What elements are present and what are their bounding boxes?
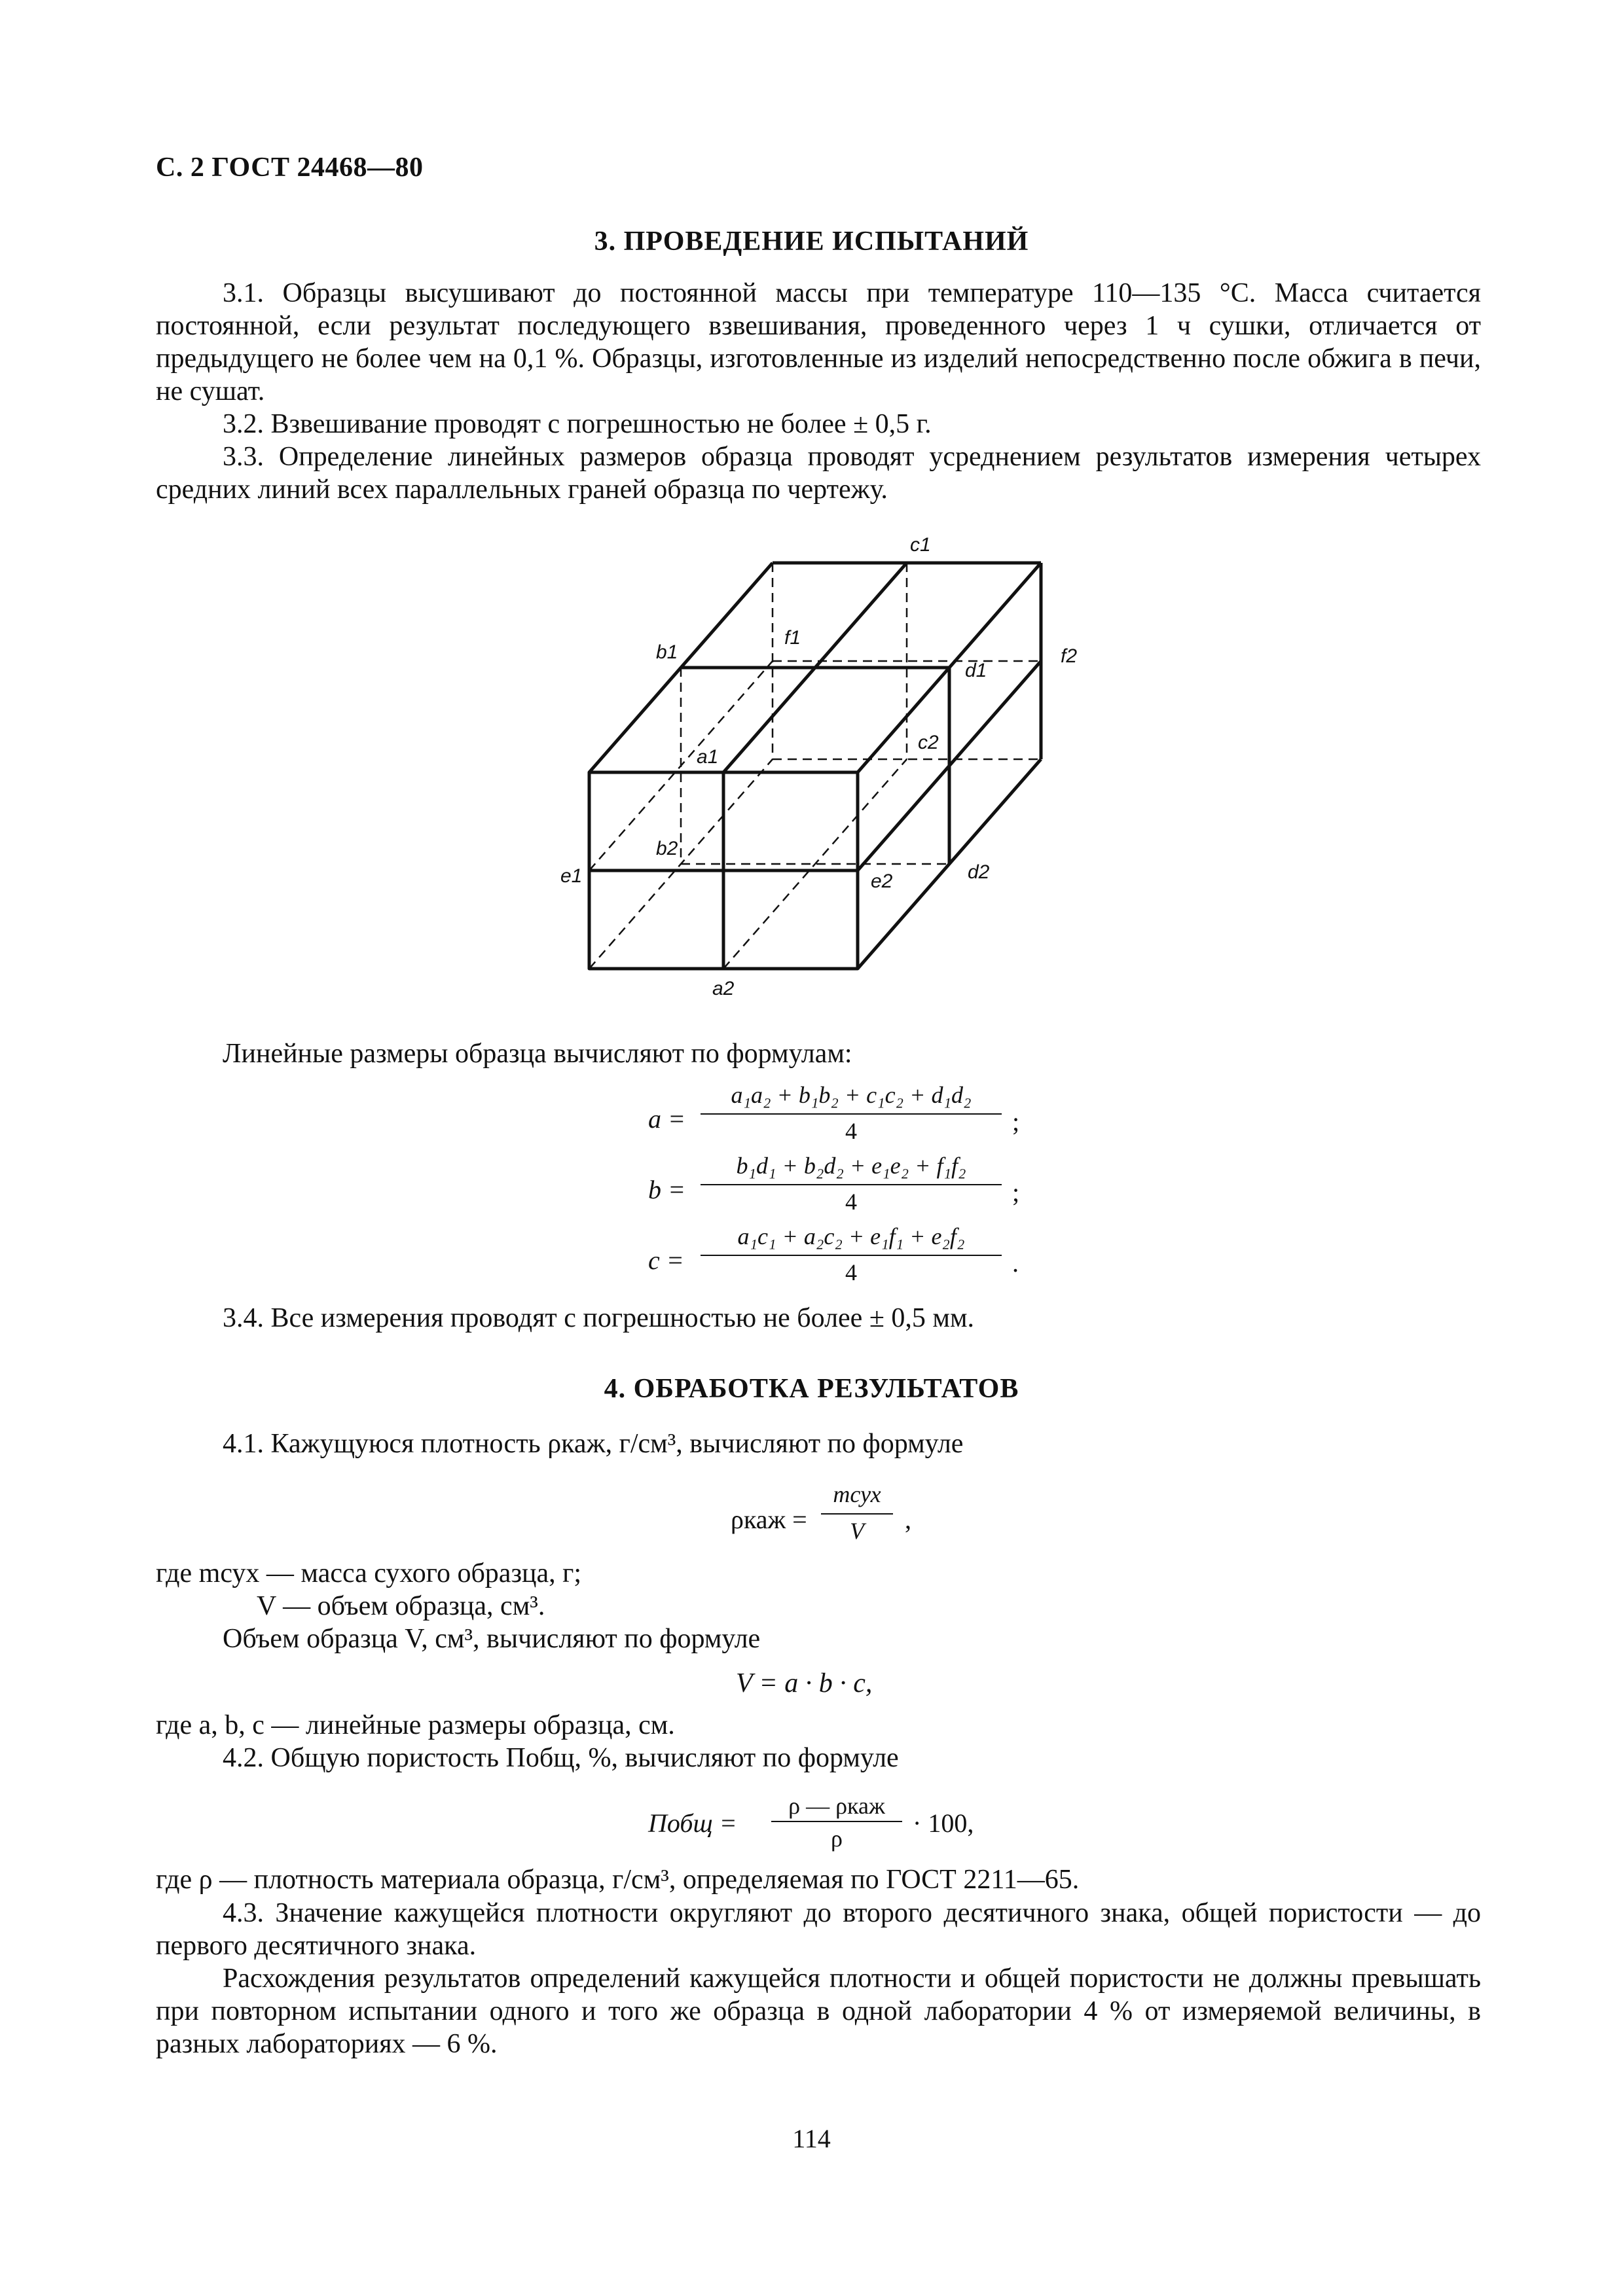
paragraph-3-3: 3.3. Определение линейных размеров образца проводят усреднением результатов измерения четырех средних линий всех параллельных граней образца по чертежу. xyxy=(156,442,1481,505)
porosity-formula-numerator: ρ — ρкаж xyxy=(788,1793,885,1819)
label-f2: f2 xyxy=(1061,645,1078,667)
volume-intro: Объем образца V, см³, вычисляют по формуле xyxy=(223,1624,761,1654)
section-3-title: 3. ПРОВЕДЕНИЕ ИСПЫТАНИЙ xyxy=(594,226,1029,257)
formula-a-bar xyxy=(701,1113,1002,1115)
label-d2: d2 xyxy=(968,861,990,883)
label-c2: c2 xyxy=(918,732,939,753)
formula-b-numerator: b₁d₁ + b₂d₂ + e₁e₂ + f₁f₂ xyxy=(736,1153,966,1179)
paragraph-discrepancy: Расхождения результатов определений кажущейся плотности и общей пористости не должны превышать при повторном испытании одного и того же образца в одной лаборатории 4 % от измеряемой величины, в разных лабораториях — 6 %. xyxy=(156,1964,1481,2059)
formula-c-period: . xyxy=(1012,1248,1019,1278)
section-4-title: 4. ОБРАБОТКА РЕЗУЛЬТАТОВ xyxy=(604,1374,1019,1404)
paragraph-3-4: 3.4. Все измерения проводят с погрешностью не более ± 0,5 мм. xyxy=(223,1303,975,1333)
rho-formula-numerator: mсух xyxy=(833,1481,881,1507)
volume-formula: V = a · b · c, xyxy=(736,1668,873,1698)
rho-formula-lhs: ρкаж = xyxy=(731,1505,807,1534)
label-e1: e1 xyxy=(560,865,583,887)
rho-formula-bar xyxy=(821,1513,893,1515)
rho-formula-comma: , xyxy=(905,1505,911,1534)
rho-formula-denominator: V xyxy=(850,1518,864,1544)
label-b1: b1 xyxy=(656,641,678,663)
where-abc: где a, b, c — линейные размеры образца, см. xyxy=(156,1710,675,1740)
page-number: 114 xyxy=(792,2124,831,2153)
formula-b-semicolon: ; xyxy=(1012,1177,1020,1207)
porosity-formula-denominator: ρ xyxy=(831,1825,843,1852)
paragraph-3-2: 3.2. Взвешивание проводят с погрешностью не более ± 0,5 г. xyxy=(223,409,932,439)
sample-box-diagram xyxy=(524,524,1126,1021)
formula-c-denominator: 4 xyxy=(845,1259,857,1285)
label-f1: f1 xyxy=(784,627,801,649)
paragraph-4-3: 4.3. Значение кажущейся плотности округляют до второго десятичного знака, общей пористости — до первого десятичного знака. xyxy=(156,1898,1481,1961)
label-c1: c1 xyxy=(910,534,931,556)
label-e2: e2 xyxy=(871,870,893,892)
formulas-intro: Линейные размеры образца вычисляют по формулам: xyxy=(223,1039,852,1069)
formula-a-numerator: a₁a₂ + b₁b₂ + c₁c₂ + d₁d₂ xyxy=(731,1082,972,1108)
formula-c-lhs: c = xyxy=(648,1246,684,1275)
paragraph-4-2: 4.2. Общую пористость Побщ, %, вычисляют по формуле xyxy=(223,1743,899,1773)
where-volume: V — объем образца, см³. xyxy=(257,1591,545,1621)
porosity-formula-bar xyxy=(771,1821,902,1822)
formula-a-semicolon: ; xyxy=(1012,1107,1020,1136)
label-d1: d1 xyxy=(965,660,987,681)
label-b2: b2 xyxy=(656,838,678,859)
where-rho: где ρ — плотность материала образца, г/см³, определяемая по ГОСТ 2211—65. xyxy=(156,1865,1080,1895)
label-a2: a2 xyxy=(712,978,735,999)
paragraph-3-1: 3.1. Образцы высушивают до постоянной массы при температуре 110—135 °С. Масса считается постоянной, если результат последующего взвешивания, проведенного через 1 ч сушки, отличается от предыдущего не более чем на 0,1 %. Образцы, изготовленные из изделий непосредственно после обжига в печи, не сушат. xyxy=(156,278,1481,406)
where-m-dry: где mсух — масса сухого образца, г; xyxy=(156,1558,582,1588)
page-header: С. 2 ГОСТ 24468—80 xyxy=(156,152,424,183)
porosity-formula-lhs: Побщ = xyxy=(648,1808,737,1838)
formula-b-lhs: b = xyxy=(648,1175,685,1204)
label-a1: a1 xyxy=(697,746,719,768)
formula-c-bar xyxy=(701,1255,1002,1256)
formula-c-numerator: a₁c₁ + a₂c₂ + e₁f₁ + e₂f₂ xyxy=(737,1223,965,1249)
paragraph-4-1: 4.1. Кажущуюся плотность ρкаж, г/см³, вычисляют по формуле xyxy=(223,1429,964,1459)
formula-a-denominator: 4 xyxy=(845,1118,857,1144)
porosity-formula-multiplier: · 100, xyxy=(913,1808,974,1838)
formula-b-bar xyxy=(701,1184,1002,1185)
formula-a-lhs: a = xyxy=(648,1104,685,1134)
formula-b-denominator: 4 xyxy=(845,1189,857,1215)
